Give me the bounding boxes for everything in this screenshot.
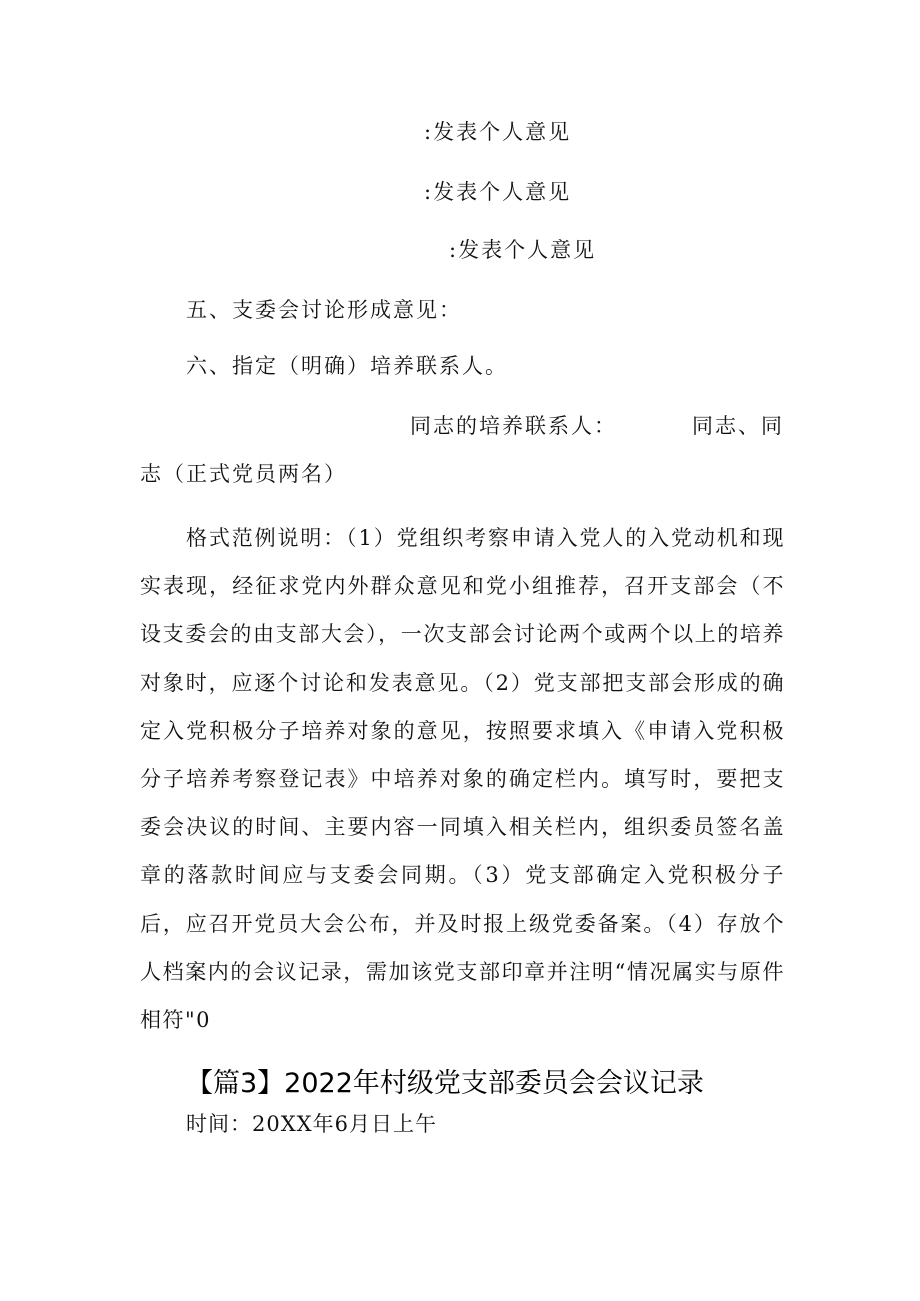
contact-person-note: 志（正式党员两名） <box>140 462 347 486</box>
contact-person-comrades: 同志、同 <box>692 414 784 438</box>
item-six-designate-contact: 六、指定（明确）培养联系人。 <box>186 354 508 378</box>
opinion-line-1: :发表个人意见 <box>424 120 572 144</box>
contact-person-label: 同志的培养联系人： <box>410 414 617 438</box>
opinion-line-3: :发表个人意见 <box>449 238 597 262</box>
item-five-committee-opinion: 五、支委会讨论形成意见： <box>186 298 462 322</box>
meeting-time: 时间：20XX年6月日上午 <box>186 1112 437 1136</box>
opinion-line-2: :发表个人意见 <box>424 180 572 204</box>
format-example-note: 格式范例说明：（1）党组织考察申请入党人的入党动机和现实表现，经征求党内外群众意见和党小组推荐，召开支部会（不设支委会的由支部大会），一次支部会讨论两个或两个以上的培养对象时，应逐个讨论和发表意见。（2）党支部把支部会形成的确定入党积极分子培养对象的意见，按照要求填入《申请入党积极分子培养考察登记表》中培养对象的确定栏内。填写时，要把支委会决议的时间、主要内容一同填入相关栏内，组织委员签名盖章的落款时间应与支委会同期。（3）党支部确定入党积极分子后，应召开党员大会公布，并及时报上级党委备案。（4）存放个人档案内的会议记录，需加该党支部印章并注明“情况属实与原件相符"0 <box>140 526 785 1033</box>
section-heading: 【篇3】2022年村级党支部委员会会议记录 <box>186 1068 704 1099</box>
